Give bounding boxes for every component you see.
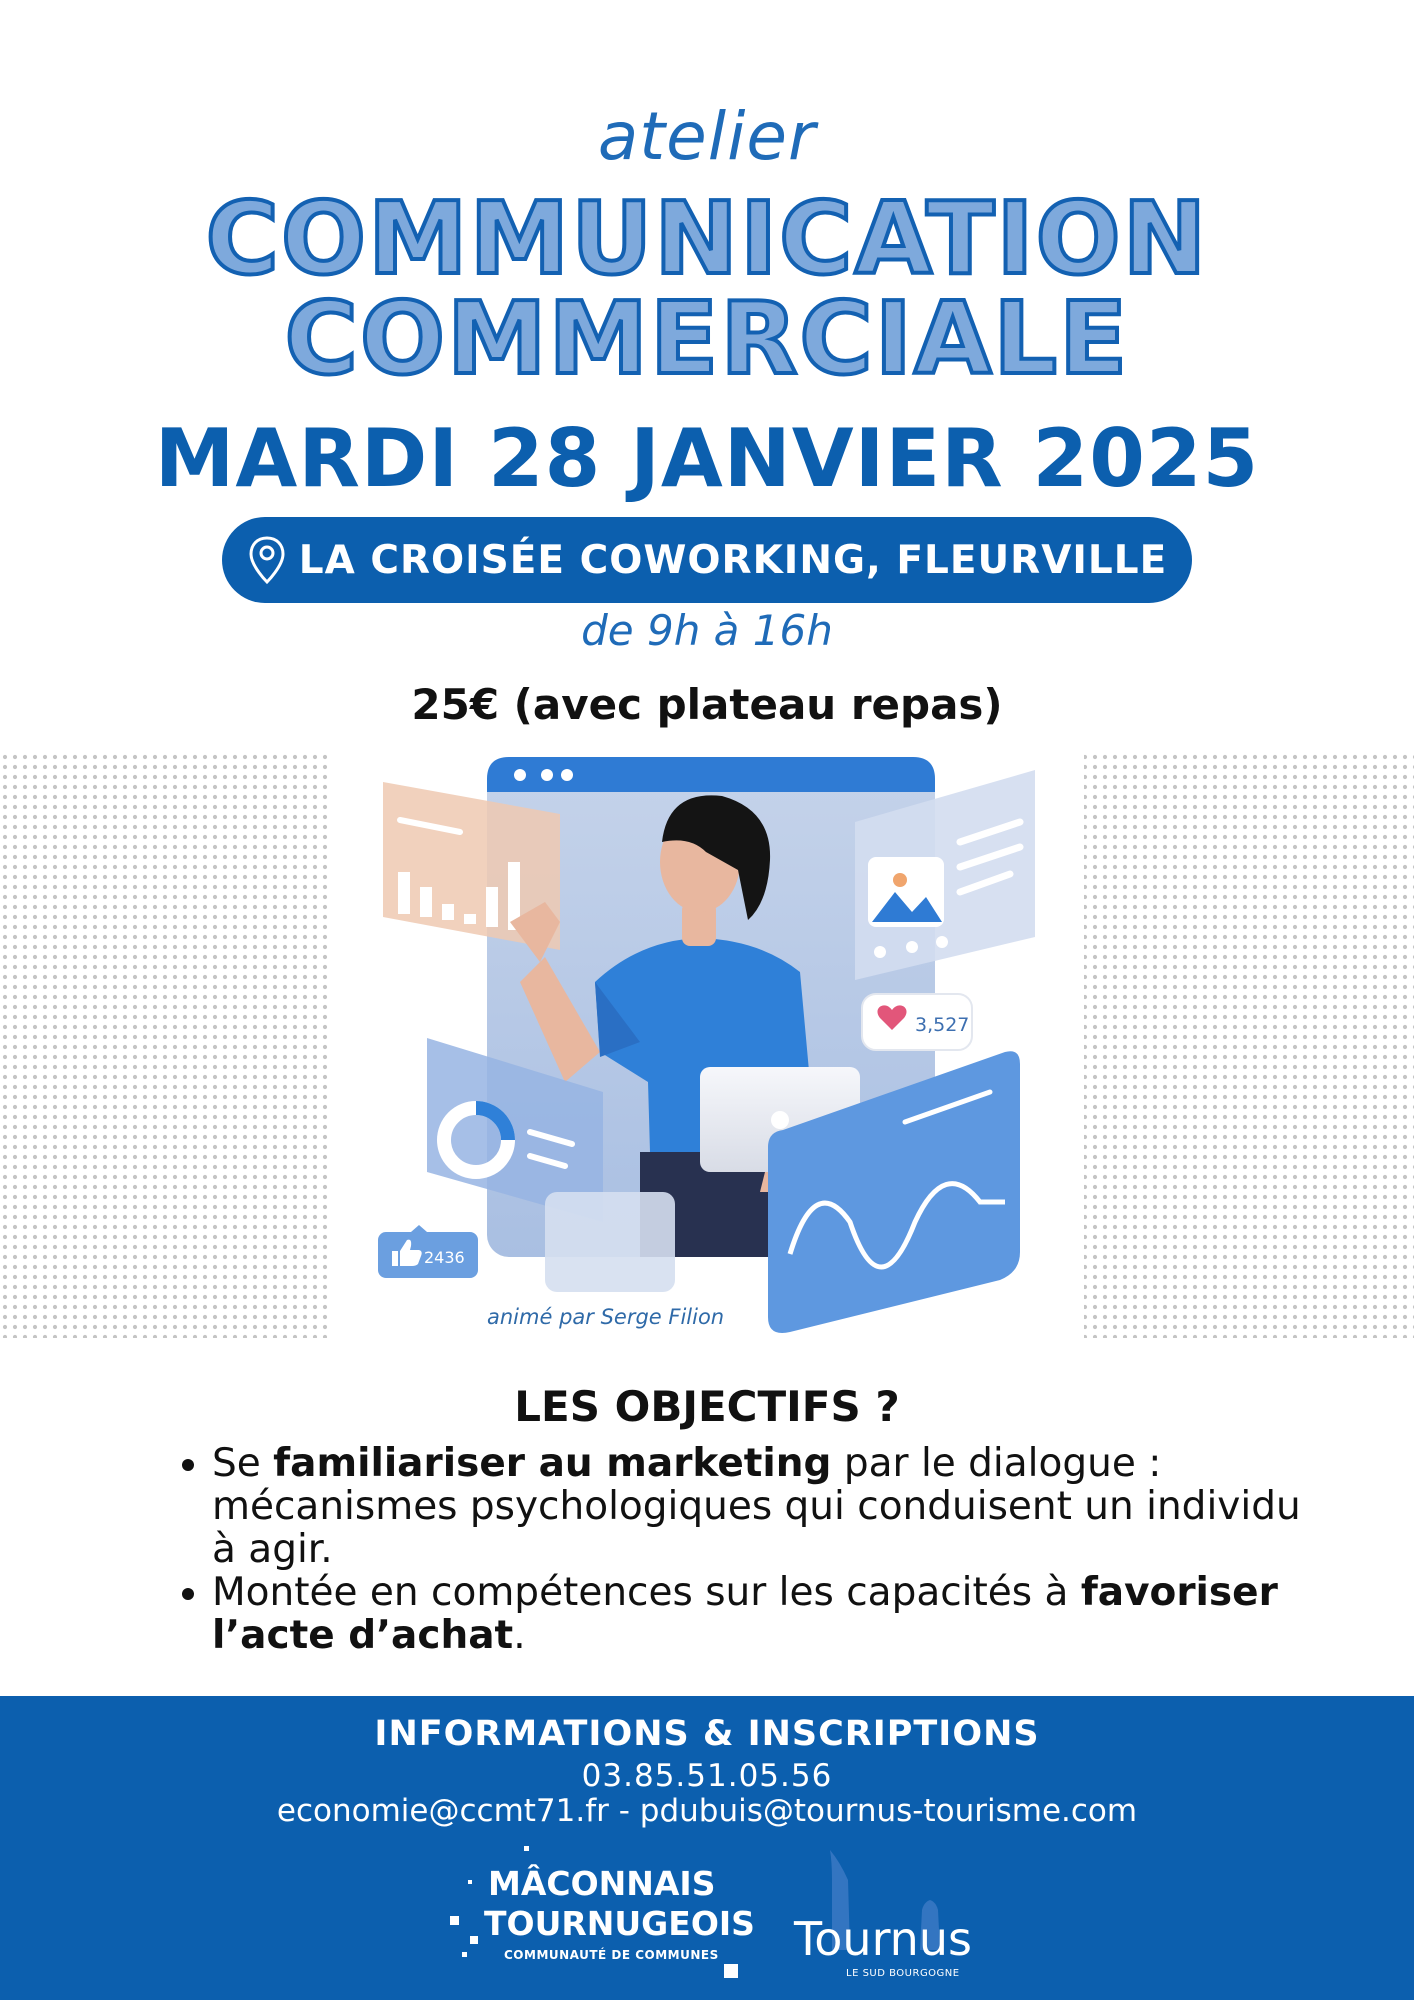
tournus-name: Tournus <box>794 1912 972 1966</box>
title-line-2: COMMERCIALE <box>284 280 1130 397</box>
objective-text: . <box>513 1613 526 1658</box>
location-text: LA CROISÉE COWORKING, FLEURVILLE <box>298 537 1168 583</box>
objective-text: Montée en compétences sur les capacités à <box>212 1570 1081 1615</box>
illustration-credit: animé par Serge Filion <box>487 1305 725 1329</box>
atelier-label: atelier <box>597 98 817 175</box>
small-card <box>545 1192 675 1292</box>
contact-phone: 03.85.51.05.56 <box>581 1758 833 1794</box>
event-date: MARDI 28 JANVIER 2025 <box>154 412 1260 505</box>
tournus-logo <box>790 1840 970 1990</box>
objective-bold-text: favoriser l’acte d’achat <box>212 1570 1278 1658</box>
thumbs-up-badge <box>378 1225 478 1278</box>
contact-emails: economie@ccmt71.fr - pdubuis@tournus-tourisme.com <box>276 1793 1138 1829</box>
objective-bold-text: familiariser au marketing <box>273 1441 832 1486</box>
title-line-1: COMMUNICATION <box>205 180 1209 297</box>
thumbs-count: 2436 <box>424 1248 465 1267</box>
tournus-tagline: LE SUD BOURGOGNE <box>846 1968 960 1979</box>
location-badge <box>222 517 1192 603</box>
logo-line-1: MÂCONNAIS <box>488 1864 716 1903</box>
logo-line-3: COMMUNAUTÉ DE COMMUNES <box>504 1948 719 1962</box>
objective-item <box>212 1442 1312 1571</box>
likes-count: 3,527 <box>915 1014 970 1036</box>
objective-text: Se <box>212 1441 274 1486</box>
info-title: INFORMATIONS & INSCRIPTIONS <box>374 1714 1040 1754</box>
objectives-list <box>170 1442 1312 1657</box>
likes-bubble <box>862 994 972 1050</box>
location-pin-icon <box>247 535 287 585</box>
maconnais-tournugeois-logo <box>440 1840 755 1990</box>
event-hours: de 9h à 16h <box>581 606 833 655</box>
marketing-illustration <box>0 752 1414 1338</box>
logo-line-2: TOURNUGEOIS <box>484 1904 755 1943</box>
objective-item <box>212 1571 1312 1657</box>
objective-text: par le dialogue : mécanismes psychologiques qui conduisent un individu à agir. <box>212 1441 1301 1572</box>
objectives-title: LES OBJECTIFS ? <box>514 1382 900 1431</box>
event-price: 25€ (avec plateau repas) <box>411 680 1003 729</box>
